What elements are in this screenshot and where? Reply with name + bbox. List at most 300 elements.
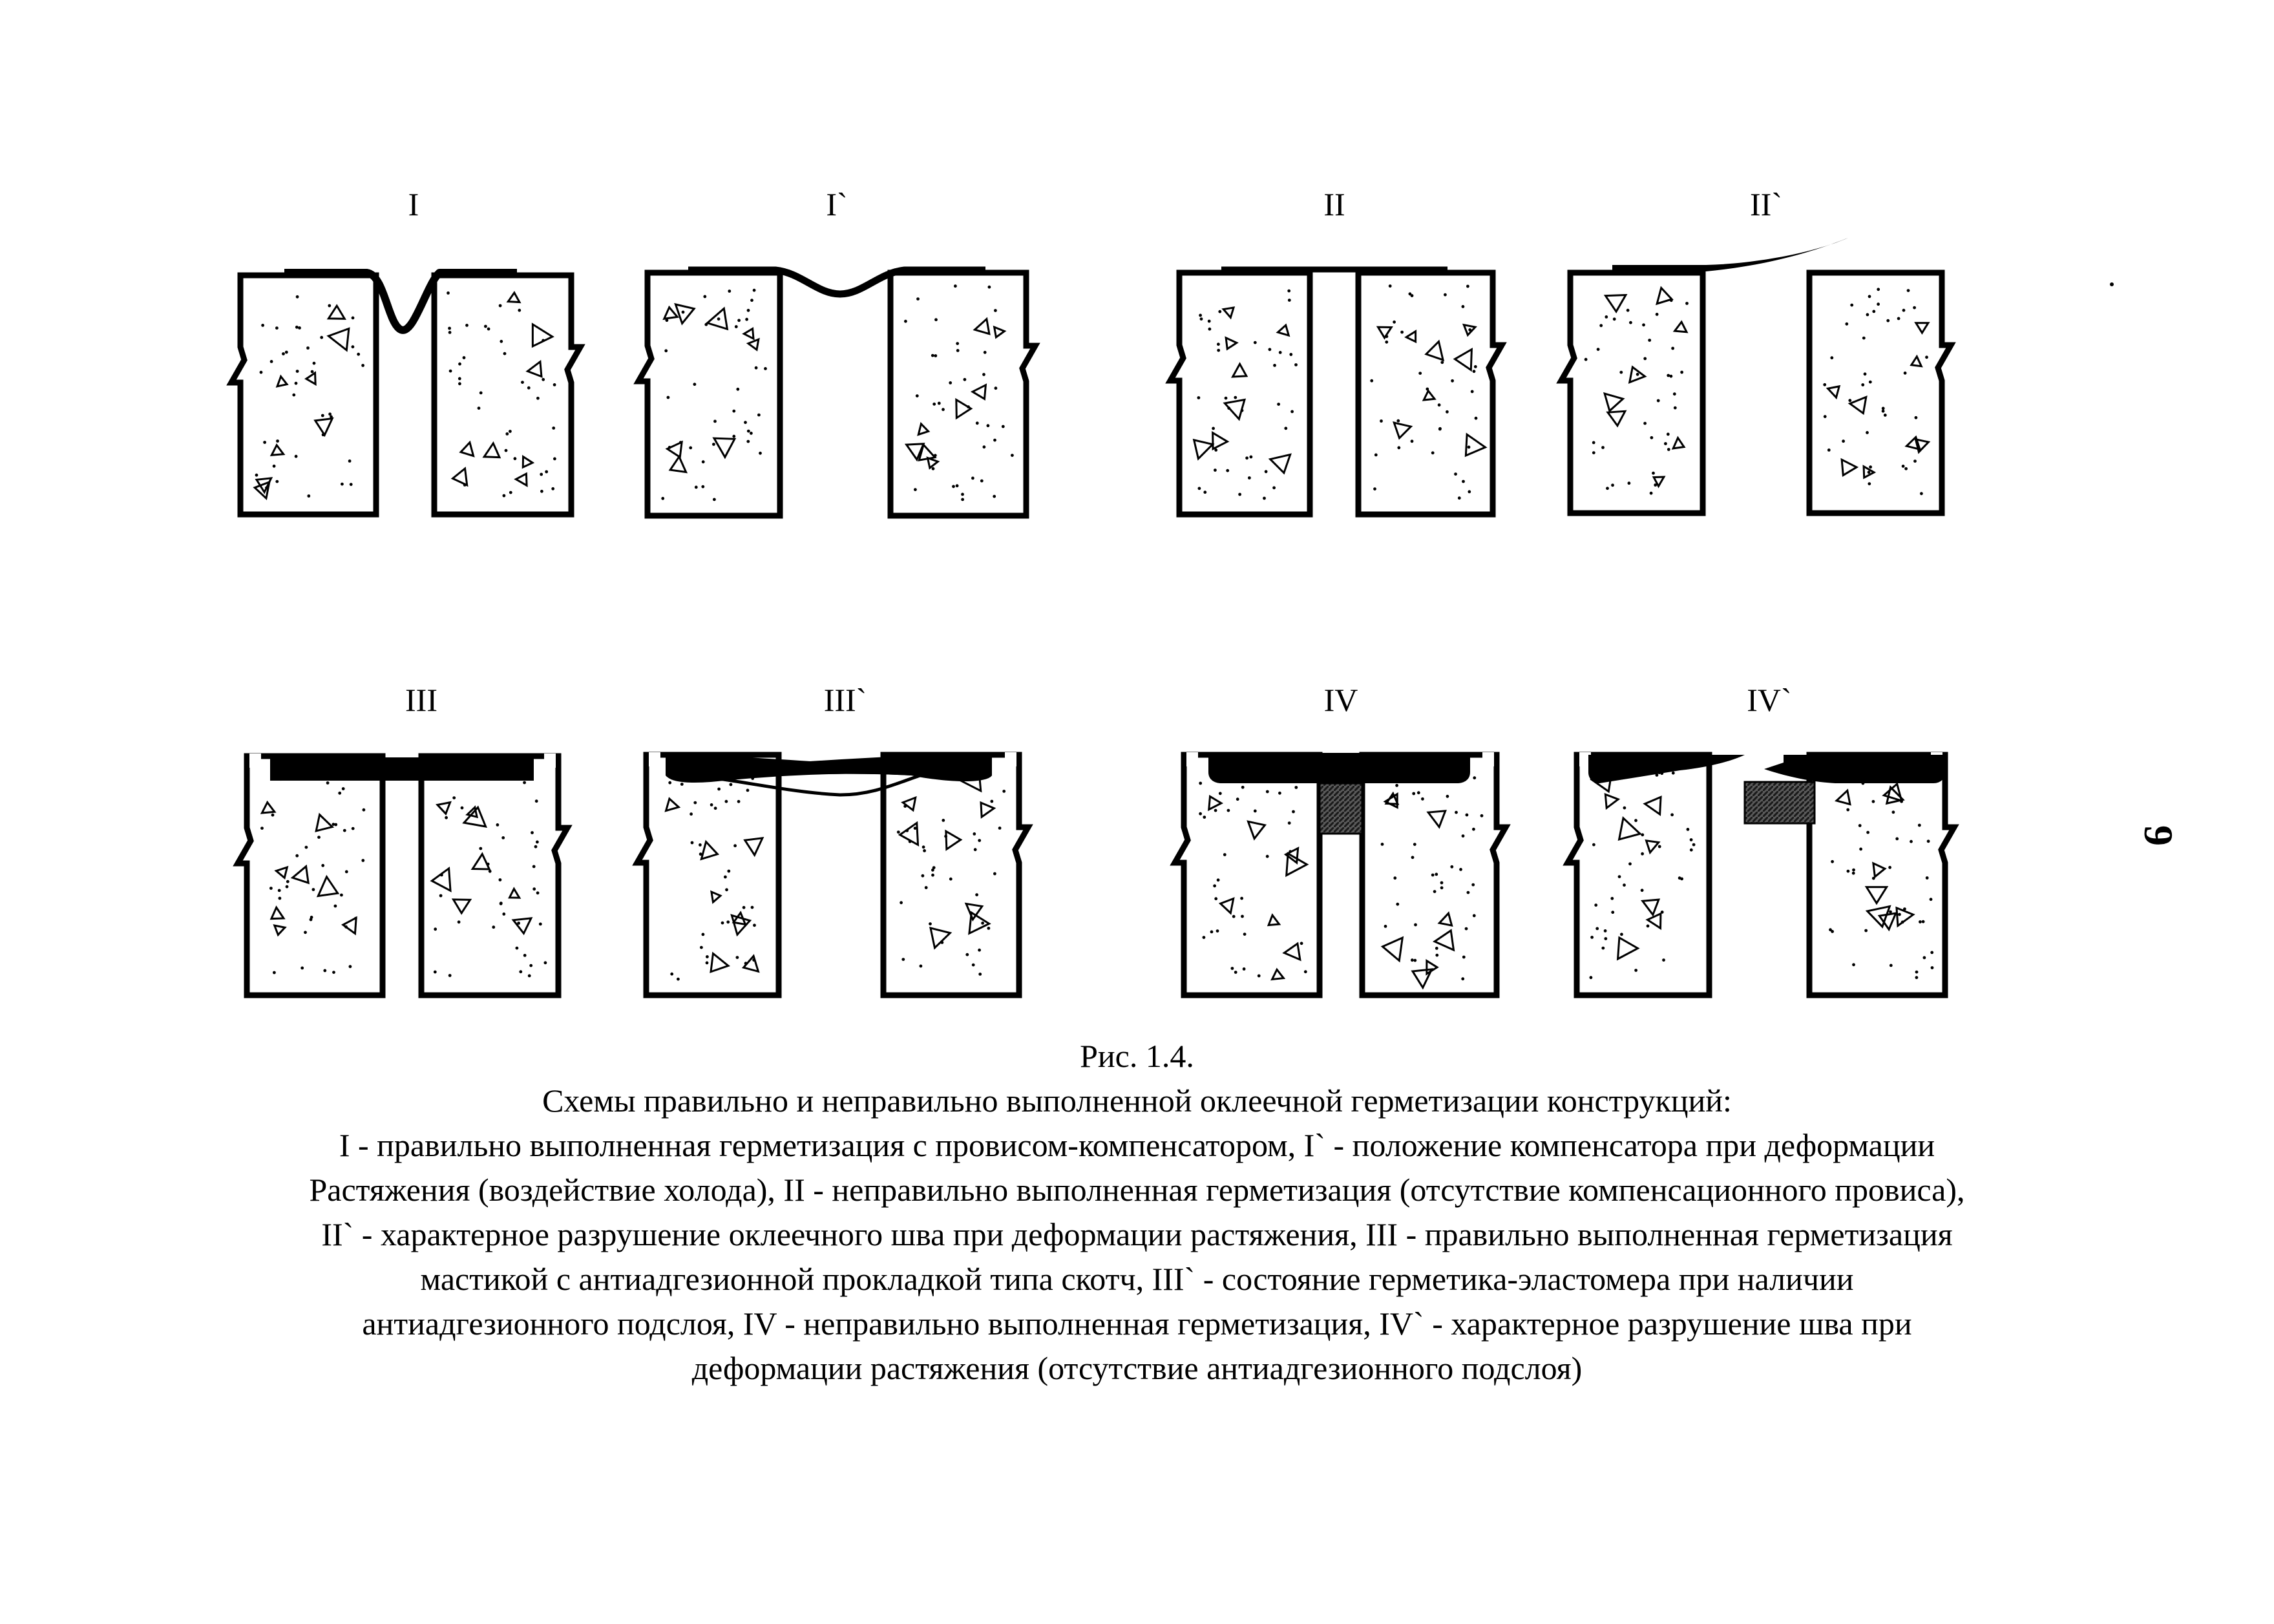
aggregate-dot bbox=[1411, 958, 1414, 962]
aggregate-dot bbox=[1641, 852, 1644, 856]
aggregate-dot bbox=[458, 920, 461, 923]
aggregate-dot bbox=[1265, 470, 1268, 473]
aggregate-dot bbox=[1203, 816, 1206, 819]
aggregate-dot bbox=[1869, 465, 1872, 469]
aggregate-dot bbox=[1217, 878, 1220, 881]
aggregate-dot bbox=[990, 800, 993, 803]
aggregate-dot bbox=[500, 340, 503, 343]
aggregate-dot bbox=[1902, 309, 1906, 312]
aggregate-dot bbox=[746, 440, 750, 443]
aggregate-dot bbox=[916, 394, 919, 397]
aggregate-dot bbox=[326, 781, 330, 785]
figure-caption bbox=[0, 1034, 2274, 1391]
aggregate-dot bbox=[1454, 472, 1457, 476]
caption-line: мастикой с антиадгезионной прокладкой типа скотч, III` - состояние герметика-эластомера при наличии bbox=[420, 1261, 1854, 1297]
aggregate-dot bbox=[1667, 433, 1670, 436]
caption-line: антиадгезионного подслоя, IV - неправильно выполненная герметизация, IV` - характерное разрушение шва при bbox=[362, 1305, 1912, 1342]
aggregate-dot bbox=[1872, 800, 1875, 803]
aggregate-dot bbox=[931, 354, 934, 357]
aggregate-dot bbox=[972, 964, 975, 967]
aggregate-dot bbox=[1254, 810, 1257, 813]
aggregate-dot bbox=[1288, 821, 1291, 825]
aggregate-dot bbox=[661, 497, 664, 500]
aggregate-dot bbox=[1842, 439, 1845, 443]
aggregate-dot bbox=[1431, 874, 1435, 877]
aggregate-dot bbox=[710, 803, 713, 807]
aggregate-dot bbox=[484, 325, 487, 328]
aggregate-dot bbox=[1393, 876, 1396, 880]
aggregate-dot bbox=[1231, 967, 1234, 970]
aggregate-dot bbox=[1601, 947, 1605, 950]
aggregate-dot bbox=[1882, 410, 1885, 413]
aggregate-dot bbox=[295, 326, 299, 329]
aggregate-dot bbox=[702, 460, 705, 463]
aggregate-dot bbox=[1234, 396, 1237, 399]
aggregate-dot bbox=[1868, 295, 1871, 298]
aggregate-dot bbox=[1890, 964, 1893, 967]
aggregate-dot bbox=[750, 432, 753, 435]
aggregate-dot bbox=[712, 443, 715, 446]
aggregate-dot bbox=[304, 931, 307, 934]
aggregate-dot bbox=[1273, 364, 1276, 367]
aggregate-dot bbox=[296, 295, 299, 299]
caption-line: I - правильно выполненная герметизация с провисом-компенсатором, I` - положение компенсатора при деформации bbox=[339, 1127, 1935, 1163]
aggregate-dot bbox=[1866, 313, 1869, 317]
aggregate-dot bbox=[1234, 971, 1237, 974]
figure-number: Рис. 1.4. bbox=[1080, 1038, 1194, 1074]
aggregate-dot bbox=[1384, 925, 1387, 928]
aggregate-dot bbox=[1848, 399, 1851, 402]
aggregate-dot bbox=[1910, 840, 1913, 843]
aggregate-dot bbox=[750, 299, 753, 302]
aggregate-dot bbox=[500, 902, 503, 905]
aggregate-dot bbox=[1641, 833, 1644, 836]
aggregate-dot bbox=[1623, 883, 1626, 887]
aggregate-dot bbox=[744, 421, 747, 424]
aggregate-dot bbox=[1284, 427, 1287, 430]
aggregate-dot bbox=[938, 402, 941, 405]
aggregate-dot bbox=[1218, 310, 1221, 313]
aggregate-dot bbox=[1287, 290, 1290, 293]
aggregate-dot bbox=[1619, 371, 1623, 374]
aggregate-dot bbox=[993, 439, 996, 442]
block-notch bbox=[1005, 752, 1016, 766]
aggregate-dot bbox=[1238, 493, 1241, 496]
aggregate-dot bbox=[1664, 442, 1667, 445]
aggregate-dot bbox=[536, 841, 539, 844]
aggregate-dot bbox=[323, 969, 326, 973]
aggregate-dot bbox=[973, 832, 976, 836]
aggregate-dot bbox=[691, 841, 694, 845]
aggregate-dot bbox=[724, 876, 727, 879]
aggregate-dot bbox=[998, 827, 1002, 830]
aggregate-dot bbox=[1412, 792, 1415, 796]
aggregate-dot bbox=[439, 894, 443, 898]
aggregate-dot bbox=[983, 445, 986, 448]
aggregate-dot bbox=[1290, 410, 1294, 414]
aggregate-dot bbox=[699, 843, 702, 847]
aggregate-dot bbox=[1595, 927, 1599, 931]
aggregate-dot bbox=[751, 906, 754, 909]
aggregate-dot bbox=[721, 922, 724, 925]
aggregate-dot bbox=[984, 351, 987, 354]
aggregate-dot bbox=[448, 327, 451, 330]
aggregate-dot bbox=[1678, 876, 1681, 880]
aggregate-dot bbox=[954, 284, 957, 288]
aggregate-dot bbox=[552, 427, 555, 430]
aggregate-dot bbox=[1830, 356, 1833, 359]
label-II: II bbox=[1323, 186, 1345, 222]
aggregate-dot bbox=[1465, 927, 1468, 931]
aggregate-dot bbox=[1634, 819, 1637, 822]
aggregate-dot bbox=[1845, 322, 1848, 326]
aggregate-dot bbox=[1919, 920, 1922, 923]
aggregate-dot bbox=[1400, 331, 1404, 334]
aggregate-dot bbox=[727, 870, 730, 873]
aggregate-dot bbox=[458, 382, 461, 385]
aggregate-dot bbox=[1898, 913, 1901, 916]
aggregate-dot bbox=[1662, 958, 1665, 962]
speck bbox=[2110, 282, 2114, 286]
aggregate-dot bbox=[702, 933, 705, 936]
aggregate-dot bbox=[523, 781, 526, 785]
aggregate-dot bbox=[349, 965, 352, 968]
aggregate-dot bbox=[1446, 410, 1449, 414]
aggregate-dot bbox=[458, 363, 461, 366]
aggregate-dot bbox=[492, 925, 495, 929]
aggregate-dot bbox=[1214, 897, 1217, 900]
aggregate-dot bbox=[916, 297, 920, 301]
block-notch bbox=[1186, 752, 1198, 766]
aggregate-dot bbox=[1629, 321, 1632, 324]
caption-title: Схемы правильно и неправильно выполненной оклеечной герметизации конструкций: bbox=[542, 1082, 1732, 1119]
aggregate-dot bbox=[1648, 339, 1651, 342]
aggregate-dot bbox=[534, 845, 538, 849]
aggregate-dot bbox=[1866, 431, 1869, 434]
aggregate-dot bbox=[1396, 903, 1399, 906]
aggregate-dot bbox=[900, 901, 903, 904]
aggregate-dot bbox=[1243, 933, 1247, 936]
aggregate-dot bbox=[1868, 482, 1871, 485]
aggregate-dot bbox=[1877, 288, 1880, 291]
aggregate-dot bbox=[448, 331, 452, 334]
aggregate-dot bbox=[961, 493, 964, 496]
aggregate-dot bbox=[1370, 379, 1373, 383]
aggregate-dot bbox=[1658, 845, 1661, 849]
aggregate-dot bbox=[1641, 889, 1644, 892]
aggregate-dot bbox=[452, 796, 456, 799]
aggregate-dot bbox=[1827, 448, 1831, 452]
aggregate-dot bbox=[1250, 456, 1253, 459]
aggregate-dot bbox=[690, 812, 693, 816]
aggregate-dot bbox=[1417, 791, 1420, 794]
aggregate-dot bbox=[1397, 446, 1400, 449]
aggregate-dot bbox=[296, 370, 299, 373]
aggregate-dot bbox=[514, 457, 517, 460]
aggregate-dot bbox=[732, 410, 735, 413]
aggregate-dot bbox=[1594, 903, 1597, 907]
aggregate-dot bbox=[1468, 446, 1471, 449]
aggregate-dot bbox=[757, 414, 761, 417]
aggregate-dot bbox=[1888, 866, 1891, 869]
aggregate-dot bbox=[276, 439, 279, 443]
aggregate-dot bbox=[1904, 467, 1908, 470]
aggregate-dot bbox=[693, 383, 697, 386]
aggregate-dot bbox=[956, 349, 960, 352]
aggregate-dot bbox=[334, 905, 337, 908]
aggregate-dot bbox=[305, 846, 308, 849]
aggregate-dot bbox=[689, 447, 692, 450]
aggregate-dot bbox=[1866, 831, 1869, 834]
aggregate-dot bbox=[995, 386, 998, 390]
aggregate-dot bbox=[1590, 936, 1594, 939]
aggregate-dot bbox=[1915, 976, 1919, 979]
aggregate-dot bbox=[275, 480, 279, 483]
aggregate-dot bbox=[328, 304, 331, 308]
aggregate-dot bbox=[746, 789, 750, 792]
aggregate-dot bbox=[1413, 959, 1416, 962]
aggregate-dot bbox=[1438, 403, 1441, 406]
aggregate-dot bbox=[499, 878, 502, 881]
aggregate-dot bbox=[1374, 454, 1378, 457]
aggregate-dot bbox=[1913, 459, 1917, 463]
aggregate-dot bbox=[942, 819, 945, 822]
page-number: 9 bbox=[2136, 825, 2182, 846]
aggregate-dot bbox=[1931, 966, 1934, 969]
aggregate-dot bbox=[1685, 302, 1689, 305]
aggregate-dot bbox=[714, 807, 717, 810]
aggregate-dot bbox=[932, 467, 935, 470]
aggregate-dot bbox=[1592, 441, 1595, 445]
aggregate-dot bbox=[1687, 828, 1690, 831]
aggregate-dot bbox=[321, 414, 324, 417]
aggregate-dot bbox=[1823, 383, 1826, 386]
aggregate-dot bbox=[528, 975, 531, 978]
aggregate-dot bbox=[1241, 915, 1244, 918]
aggregate-dot bbox=[449, 370, 452, 373]
aggregate-dot bbox=[700, 946, 703, 949]
aggregate-dot bbox=[1656, 313, 1659, 316]
aggregate-dot bbox=[695, 486, 698, 489]
aggregate-dot bbox=[1277, 403, 1280, 406]
aggregate-dot bbox=[1674, 406, 1677, 410]
aggregate-dot bbox=[1628, 481, 1631, 485]
aggregate-dot bbox=[447, 291, 450, 295]
aggregate-dot bbox=[956, 484, 959, 487]
aggregate-dot bbox=[920, 965, 923, 968]
aggregate-dot bbox=[1373, 487, 1376, 490]
aggregate-dot bbox=[542, 378, 545, 381]
aggregate-dot bbox=[1409, 292, 1412, 295]
scheme-III bbox=[270, 757, 534, 781]
aggregate-dot bbox=[1197, 396, 1201, 399]
aggregate-dot bbox=[1918, 824, 1921, 827]
aggregate-dot bbox=[1258, 975, 1261, 978]
aggregate-dot bbox=[434, 971, 437, 974]
aggregate-dot bbox=[1217, 343, 1220, 346]
aggregate-dot bbox=[1584, 358, 1588, 361]
aggregate-dot bbox=[1292, 810, 1295, 814]
aggregate-dot bbox=[321, 864, 324, 867]
sealing-strip-torn bbox=[1612, 238, 1848, 271]
aggregate-dot bbox=[1203, 490, 1206, 494]
aggregate-dot bbox=[496, 823, 500, 827]
aggregate-dot bbox=[1824, 415, 1827, 418]
aggregate-dot bbox=[978, 973, 982, 976]
label-IV-prime: IV` bbox=[1747, 682, 1792, 718]
aggregate-dot bbox=[1472, 828, 1475, 831]
aggregate-dot bbox=[1474, 365, 1477, 368]
aggregate-dot bbox=[664, 349, 668, 352]
aggregate-dot bbox=[1214, 469, 1217, 472]
aggregate-dot bbox=[988, 286, 991, 289]
concrete-block bbox=[890, 273, 1035, 516]
aggregate-dot bbox=[1610, 897, 1614, 900]
aggregate-dot bbox=[553, 458, 556, 461]
aggregate-dot bbox=[312, 888, 315, 891]
aggregate-dot bbox=[1213, 884, 1216, 887]
aggregate-dot bbox=[255, 474, 258, 477]
aggregate-dot bbox=[759, 452, 762, 455]
label-III: III bbox=[405, 682, 437, 718]
aggregate-dot bbox=[1199, 782, 1202, 785]
aggregate-dot bbox=[1657, 399, 1660, 403]
aggregate-dot bbox=[677, 978, 680, 981]
aggregate-dot bbox=[536, 891, 540, 894]
aggregate-dot bbox=[1605, 315, 1608, 319]
aggregate-dot bbox=[1628, 862, 1632, 865]
aggregate-dot bbox=[755, 366, 758, 370]
aggregate-dot bbox=[540, 490, 543, 493]
concrete-block bbox=[434, 275, 580, 514]
aggregate-dot bbox=[1904, 372, 1907, 375]
aggregate-dot bbox=[1592, 451, 1595, 454]
aggregate-dot bbox=[1915, 971, 1919, 974]
aggregate-dot bbox=[1381, 843, 1384, 846]
aggregate-dot bbox=[914, 488, 917, 491]
aggregate-dot bbox=[713, 498, 716, 501]
aggregate-dot bbox=[753, 923, 756, 927]
concrete-block bbox=[231, 275, 376, 514]
aggregate-dot bbox=[1411, 439, 1414, 443]
caption-line: II` - характерное разрушение оклеечного шва при деформации растяжения, III - правильно выполненная герметизация bbox=[321, 1216, 1953, 1252]
aggregate-dot bbox=[1618, 875, 1621, 878]
aggregate-dot bbox=[553, 383, 556, 386]
aggregate-dot bbox=[501, 836, 505, 839]
aggregate-dot bbox=[1002, 425, 1005, 428]
aggregate-dot bbox=[1611, 483, 1614, 487]
aggregate-dot bbox=[706, 962, 709, 965]
aggregate-dot bbox=[1601, 446, 1605, 449]
aggregate-dot bbox=[1467, 891, 1470, 894]
mastic-layer bbox=[1208, 753, 1470, 783]
aggregate-dot bbox=[1226, 469, 1229, 472]
aggregate-dot bbox=[516, 947, 519, 950]
aggregate-dot bbox=[993, 495, 996, 498]
aggregate-dot bbox=[357, 353, 360, 356]
aggregate-dot bbox=[1634, 969, 1637, 972]
aggregate-dot bbox=[1411, 856, 1415, 859]
aggregate-dot bbox=[1650, 436, 1654, 439]
aggregate-dot bbox=[1650, 492, 1653, 495]
aggregate-dot bbox=[1620, 933, 1623, 936]
aggregate-dot bbox=[532, 887, 536, 891]
aggregate-dot bbox=[273, 465, 276, 468]
aggregate-dot bbox=[1930, 898, 1933, 901]
block-notch bbox=[544, 754, 556, 768]
aggregate-dot bbox=[921, 874, 925, 878]
aggregate-dot bbox=[479, 847, 482, 850]
aggregate-dot bbox=[1690, 849, 1693, 852]
aggregate-dot bbox=[544, 961, 547, 964]
aggregate-dot bbox=[703, 295, 706, 299]
aggregate-dot bbox=[1199, 314, 1202, 317]
aggregate-dot bbox=[1895, 838, 1899, 841]
aggregate-dot bbox=[963, 378, 967, 381]
aggregate-dot bbox=[1433, 890, 1437, 893]
aggregate-dot bbox=[536, 397, 540, 400]
aggregate-dot bbox=[1278, 792, 1281, 795]
aggregate-dot bbox=[1263, 497, 1266, 500]
aggregate-dot bbox=[993, 872, 996, 876]
aggregate-dot bbox=[1243, 967, 1246, 971]
aggregate-dot bbox=[1846, 808, 1849, 812]
aggregate-dot bbox=[965, 953, 969, 956]
aggregate-dot bbox=[298, 326, 301, 330]
aggregate-dot bbox=[261, 324, 264, 327]
aggregate-dot bbox=[1877, 302, 1880, 306]
aggregate-dot bbox=[1002, 790, 1005, 793]
aggregate-dot bbox=[1623, 807, 1627, 810]
aggregate-dot bbox=[1868, 470, 1871, 474]
aggregate-dot bbox=[1462, 305, 1465, 308]
aggregate-dot bbox=[1864, 929, 1868, 933]
aggregate-dot bbox=[295, 455, 298, 458]
aggregate-dot bbox=[270, 360, 273, 363]
aggregate-dot bbox=[1613, 317, 1616, 321]
aggregate-dot bbox=[1219, 792, 1222, 795]
aggregate-dot bbox=[736, 956, 739, 959]
concrete-block bbox=[637, 755, 779, 995]
aggregate-dot bbox=[1225, 397, 1228, 400]
aggregate-dot bbox=[725, 888, 728, 891]
aggregate-dot bbox=[1214, 809, 1217, 812]
aggregate-dot bbox=[463, 356, 466, 359]
aggregate-dot bbox=[1642, 323, 1645, 326]
aggregate-dot bbox=[736, 388, 739, 391]
block-notch bbox=[649, 752, 660, 766]
aggregate-dot bbox=[1831, 860, 1834, 863]
aggregate-dot bbox=[929, 922, 932, 925]
aggregate-dot bbox=[269, 887, 273, 890]
aggregate-dot bbox=[1279, 351, 1282, 354]
aggregate-dot bbox=[1926, 876, 1929, 880]
aggregate-dot bbox=[1892, 810, 1895, 814]
aggregate-dot bbox=[505, 432, 509, 436]
aggregate-dot bbox=[1254, 341, 1257, 344]
aggregate-dot bbox=[499, 304, 502, 308]
aggregate-dot bbox=[1011, 454, 1014, 457]
aggregate-dot bbox=[1670, 375, 1673, 378]
aggregate-dot bbox=[713, 420, 717, 423]
aggregate-dot bbox=[1667, 374, 1670, 377]
aggregate-dot bbox=[527, 386, 531, 390]
aggregate-dot bbox=[961, 498, 964, 501]
aggregate-dot bbox=[1459, 868, 1462, 871]
aggregate-dot bbox=[1210, 931, 1214, 934]
mastic-layer bbox=[270, 757, 534, 781]
aggregate-dot bbox=[461, 807, 464, 810]
